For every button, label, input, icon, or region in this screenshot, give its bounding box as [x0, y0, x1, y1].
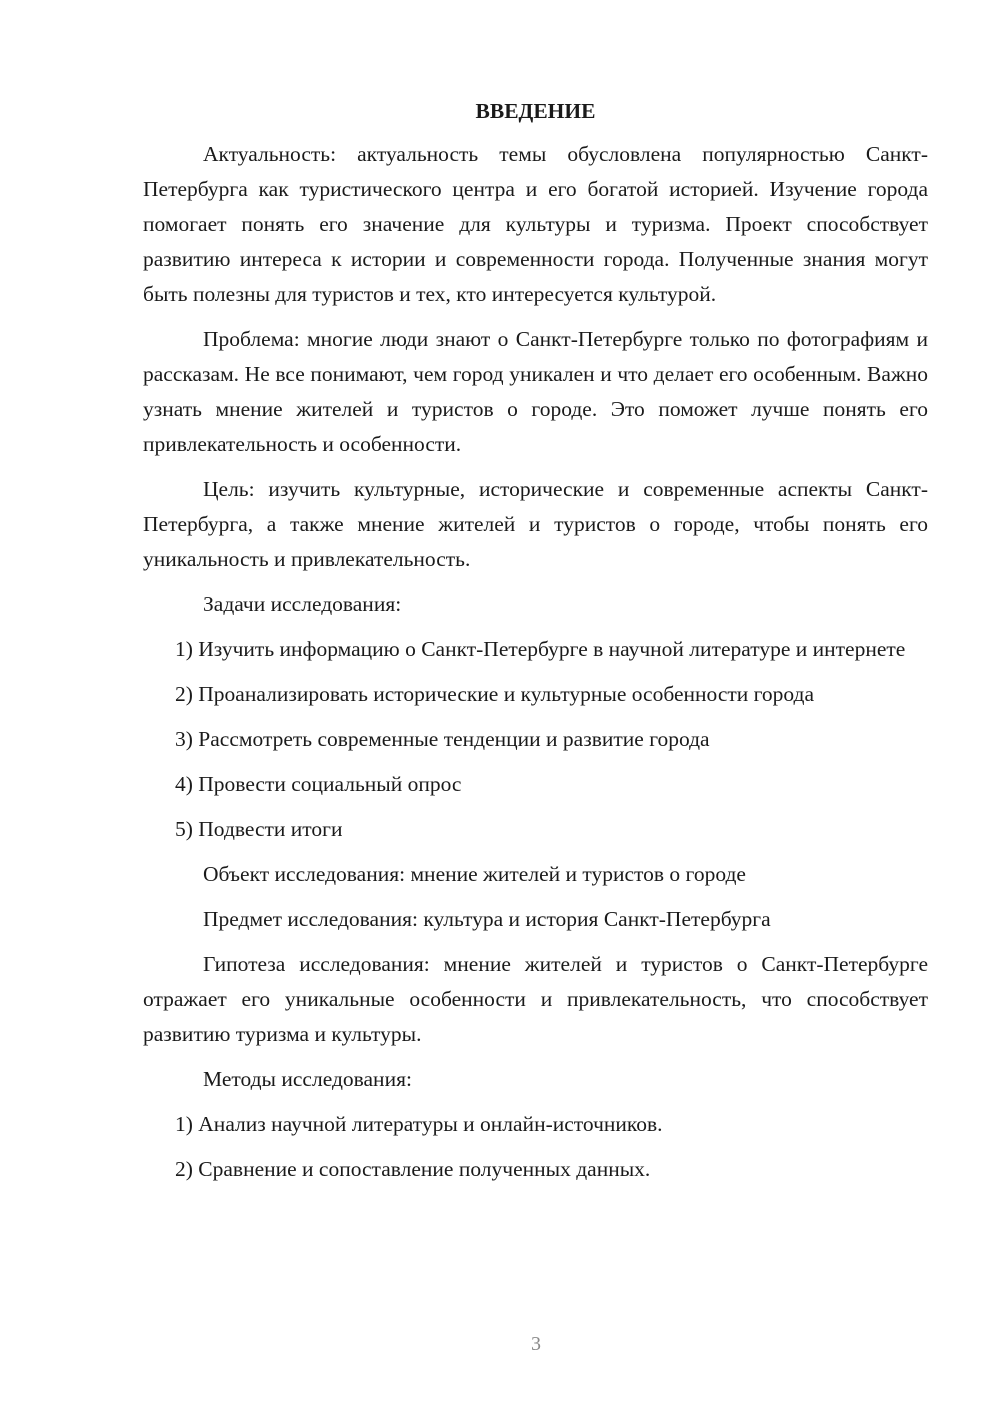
- method-item-1: 1) Анализ научной литературы и онлайн-источников.: [175, 1112, 663, 1136]
- task-item-2: 2) Проанализировать исторические и культурные особенности города: [175, 682, 815, 706]
- research-subject: Предмет исследования: культура и история Санкт-Петербурга: [203, 907, 771, 931]
- relevance-paragraph: Актуальность: актуальность темы обусловлена популярностью Санкт-Петербурга как туристического центра и его богатой историей. Изучение города помогает понять его значение для культуры и туризма. Проект способствует развитию интереса к истории и современности города. Полученные знания могут быть полезны для туристов и тех, кто интересуется культурой.: [143, 142, 928, 306]
- task-item-5: 5) Подвести итоги: [175, 817, 343, 841]
- task-item-1: 1) Изучить информацию о Санкт-Петербурге в научной литературе и интернете: [175, 637, 906, 661]
- task-item-4: 4) Провести социальный опрос: [175, 772, 462, 796]
- research-hypothesis: Гипотеза исследования: мнение жителей и туристов о Санкт-Петербурге отражает его уникальные особенности и привлекательность, что способствует развитию туризма и культуры.: [143, 952, 928, 1046]
- task-item-3: 3) Рассмотреть современные тенденции и развитие города: [175, 727, 710, 751]
- section-heading: ВВЕДЕНИЕ: [475, 99, 596, 123]
- method-item-2: 2) Сравнение и сопоставление полученных данных.: [175, 1157, 651, 1181]
- problem-paragraph: Проблема: многие люди знают о Санкт-Петербурге только по фотографиям и рассказам. Не все понимают, чем город уникален и что делает его особенным. Важно узнать мнение жителей и туристов о городе. Это поможет лучше понять его привлекательность и особенности.: [143, 327, 928, 456]
- tasks-title: Задачи исследования:: [203, 592, 402, 616]
- page-content: [143, 94, 928, 1197]
- goal-paragraph: Цель: изучить культурные, исторические и современные аспекты Санкт-Петербурга, а также мнение жителей и туристов о городе, чтобы понять его уникальность и привлекательность.: [143, 477, 928, 571]
- methods-title: Методы исследования:: [203, 1067, 412, 1091]
- research-object: Объект исследования: мнение жителей и туристов о городе: [203, 862, 746, 886]
- page-number: 3: [531, 1333, 541, 1355]
